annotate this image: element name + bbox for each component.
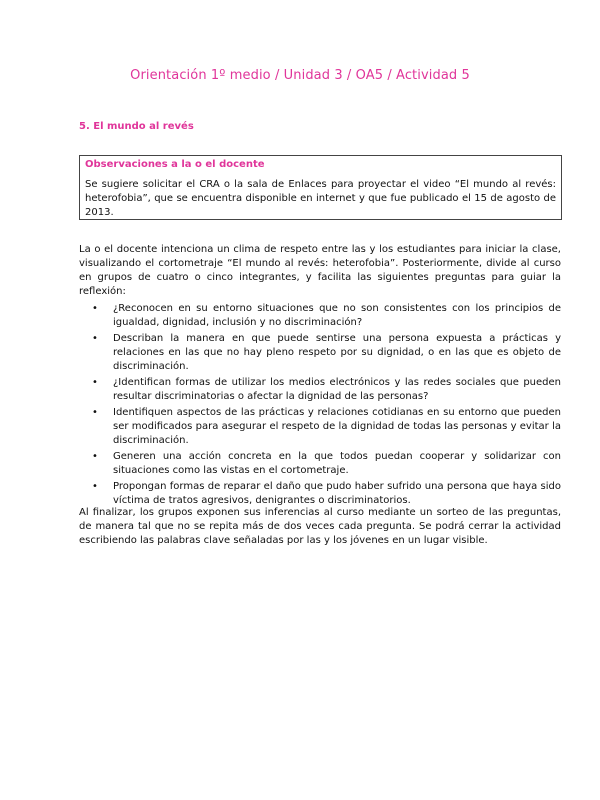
- questions-list: [79, 302, 561, 510]
- list-item: [79, 376, 561, 404]
- question-text: Generen una acción concreta en la que todos puedan cooperar y solidarizar con situaciones como las vistas en el cortometraje.: [113, 451, 561, 476]
- list-item: [79, 302, 561, 330]
- intro-paragraph: La o el docente intenciona un clima de respeto entre las y los estudiantes para iniciar la clase, visualizando el cortometraje “El mundo al revés: heterofobia”. Posteriormente, divide al curso en grupos de cuatro o cinco integrantes, y facilita las siguientes preguntas para guiar la reflexión:: [79, 244, 561, 297]
- list-item: [79, 450, 561, 478]
- page-header-breadcrumb: Orientación 1º medio / Unidad 3 / OA5 / Actividad 5: [130, 68, 470, 83]
- question-text: Propongan formas de reparar el daño que pudo haber sufrido una persona que haya sido víctima de tratos agresivos, denigrantes o discriminatorios.: [113, 481, 561, 506]
- bullet-icon: •: [92, 407, 98, 418]
- observations-title: Observaciones a la o el docente: [85, 159, 265, 170]
- list-item: [79, 406, 561, 448]
- teacher-observations-box: [79, 155, 562, 220]
- observations-text: Se sugiere solicitar el CRA o la sala de Enlaces para proyectar el video “El mundo al revés: heterofobia”, que se encuentra disponible en internet y que fue publicado el 15 de agosto de 2013.: [85, 179, 556, 218]
- question-text: Identifiquen aspectos de las prácticas y relaciones cotidianas en su entorno que pueden ser modificados para asegurar el respeto de la dignidad de todas las personas y evitar la discriminación.: [113, 407, 561, 446]
- section-title: 5. El mundo al revés: [79, 121, 194, 132]
- bullet-icon: •: [92, 303, 98, 314]
- list-item: [79, 332, 561, 374]
- question-text: Describan la manera en que puede sentirse una persona expuesta a prácticas y relaciones en las que no hay pleno respeto por su dignidad, o en las que es objeto de discriminación.: [113, 333, 561, 372]
- question-text: ¿Identifican formas de utilizar los medios electrónicos y las redes sociales que pueden resultar discriminatorias o afectar la dignidad de las personas?: [113, 377, 561, 402]
- list-item: [79, 480, 561, 508]
- closing-paragraph: Al finalizar, los grupos exponen sus inferencias al curso mediante un sorteo de las preguntas, de manera tal que no se repita más de dos veces cada pregunta. Se podrá cerrar la actividad escribiendo las palabras clave señaladas por las y los jóvenes en un lugar visible.: [79, 507, 561, 546]
- bullet-icon: •: [92, 481, 98, 492]
- bullet-icon: •: [92, 377, 98, 388]
- bullet-icon: •: [92, 451, 98, 462]
- bullet-icon: •: [92, 333, 98, 344]
- question-text: ¿Reconocen en su entorno situaciones que no son consistentes con los principios de igualdad, dignidad, inclusión y no discriminación?: [113, 303, 561, 328]
